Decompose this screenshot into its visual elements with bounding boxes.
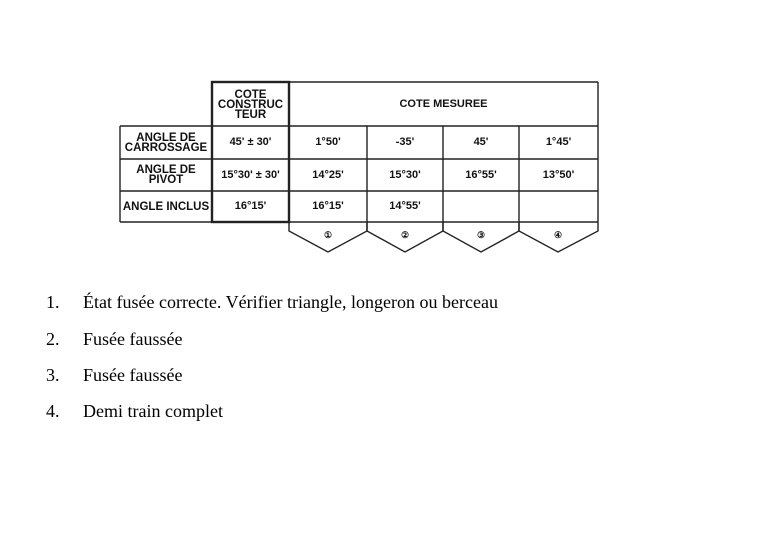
measured-value [520, 192, 597, 221]
row-label-carrossage: ANGLE DE CARROSSAGE [124, 131, 208, 154]
case-number-3: ③ [476, 229, 486, 240]
list-item-number: 4. [46, 401, 60, 421]
list-item-number: 3. [46, 365, 60, 385]
measured-value: 15°30' [389, 168, 421, 181]
row-label-inclus: ANGLE INCLUS [122, 200, 210, 213]
list-item-number: 2. [46, 329, 60, 349]
constructor-value: 16°15' [234, 200, 267, 212]
case-number-4: ④ [553, 229, 563, 240]
measured-value: 16°55' [465, 168, 497, 181]
measured-value: 16°15' [312, 200, 344, 212]
measured-value: 45' [473, 136, 489, 148]
constructor-value: 15°30' ± 30' [221, 168, 280, 181]
measured-value: 1°45' [545, 136, 572, 148]
case-number-2: ② [400, 229, 410, 240]
case-number-1: ① [323, 229, 333, 240]
list-item-text: État fusée correcte. Vérifier triangle, longeron ou berceau [83, 292, 498, 312]
measured-header: COTE MESUREE [399, 98, 488, 110]
list-item-text: Fusée faussée [83, 365, 183, 385]
list-item-text: Demi train complet [83, 401, 223, 421]
list-item-number: 1. [46, 292, 60, 312]
measured-value: 14°55' [389, 200, 421, 212]
measured-value: -35' [395, 136, 415, 148]
row-label-pivot: ANGLE DE PIVOT [136, 164, 196, 186]
constructor-header: COTE CONSTRUC TEUR [217, 88, 284, 121]
list-item-text: Fusée faussée [83, 329, 183, 349]
measured-value: 13°50' [542, 168, 575, 181]
constructor-value: 45' ± 30' [229, 136, 272, 148]
measured-value: 14°25' [312, 168, 344, 181]
measured-value [444, 192, 518, 221]
measured-value: 1°50' [315, 136, 341, 148]
